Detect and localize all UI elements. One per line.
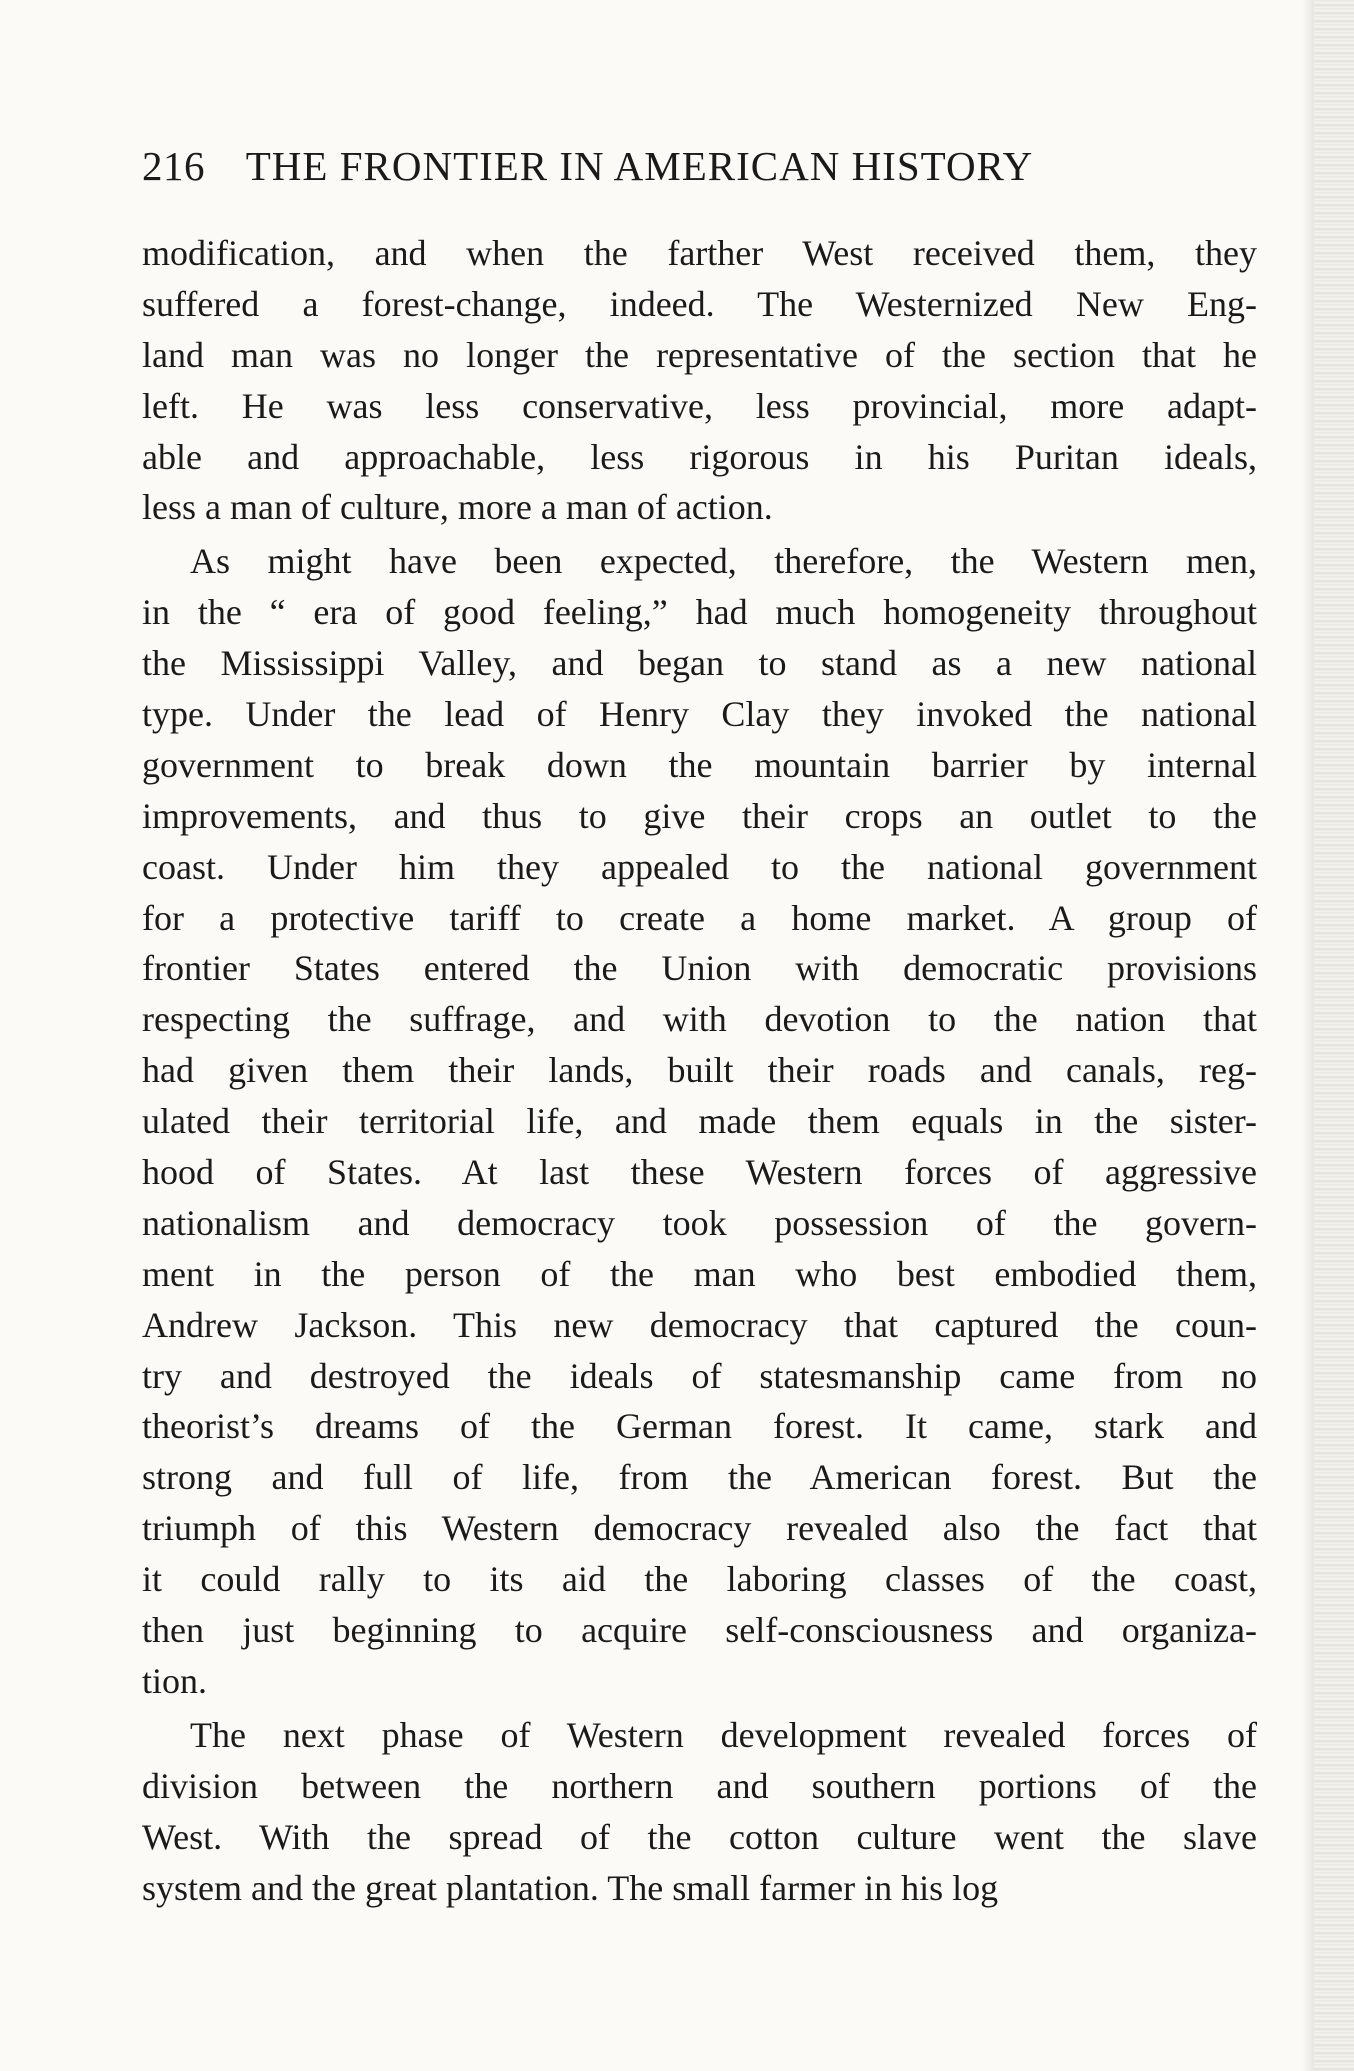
text-line: less a man of culture, more a man of action. [142, 487, 773, 528]
text-line: it could rally to its aid the laboring classes of the coast, [142, 1559, 1257, 1600]
text-line: The next phase of Western development revealed forces of [190, 1714, 1257, 1755]
running-head: THE FRONTIER IN AMERICAN HISTORY [245, 143, 1034, 189]
text-line: West. With the spread of the cotton culture went the slave [142, 1816, 1257, 1857]
page-number: 216 [142, 143, 205, 189]
paragraph [142, 1710, 1257, 1914]
text-line: government to break down the mountain barrier by internal [142, 744, 1257, 785]
text-line: theorist’s dreams of the German forest. It came, stark and [142, 1406, 1257, 1447]
text-line: then just beginning to acquire self-consciousness and organiza- [142, 1610, 1257, 1651]
scan-edge-shadow [1302, 0, 1314, 2071]
text-line: nationalism and democracy took possession of the govern- [142, 1202, 1257, 1243]
text-line: respecting the suffrage, and with devotion to the nation that [142, 999, 1257, 1040]
text-line: in the “ era of good feeling,” had much homogeneity throughout [142, 592, 1257, 633]
paragraph [142, 228, 1257, 533]
text-line: able and approachable, less rigorous in his Puritan ideals, [142, 436, 1257, 477]
text-line: triumph of this Western democracy revealed also the fact that [142, 1508, 1257, 1549]
text-line: strong and full of life, from the American forest. But the [142, 1457, 1257, 1498]
text-line: ment in the person of the man who best embodied them, [142, 1253, 1257, 1294]
text-line: improvements, and thus to give their crops an outlet to the [142, 795, 1257, 836]
text-line: the Mississippi Valley, and began to stand as a new national [142, 643, 1257, 684]
text-line: modification, and when the farther West received them, they [142, 233, 1257, 273]
text-line: suffered a forest-change, indeed. The Westernized New Eng- [142, 283, 1257, 324]
text-line: division between the northern and southern portions of the [142, 1765, 1257, 1806]
text-line: hood of States. At last these Western forces of aggressive [142, 1152, 1257, 1193]
text-line: try and destroyed the ideals of statesmanship came from no [142, 1355, 1257, 1396]
text-line: Andrew Jackson. This new democracy that captured the coun- [142, 1304, 1257, 1345]
text-line: tion. [142, 1660, 208, 1701]
text-line: As might have been expected, therefore, the Western men, [190, 541, 1257, 582]
text-line: had given them their lands, built their roads and canals, reg- [142, 1050, 1257, 1091]
text-line: left. He was less conservative, less provincial, more adapt- [142, 385, 1257, 426]
text-line: type. Under the lead of Henry Clay they invoked the national [142, 694, 1257, 735]
text-line: ulated their territorial life, and made them equals in the sister- [142, 1101, 1257, 1142]
text-line: frontier States entered the Union with democratic provisions [142, 948, 1257, 989]
text-line: for a protective tariff to create a home market. A group of [142, 897, 1257, 938]
body-text [142, 228, 1257, 1913]
text-line: land man was no longer the representative of the section that he [142, 334, 1257, 375]
text-line: coast. Under him they appealed to the national government [142, 846, 1257, 887]
text-line: system and the great plantation. The small farmer in his log [142, 1867, 999, 1908]
scan-edge-grain [1314, 0, 1354, 2071]
paragraph [142, 536, 1257, 1706]
page-header [142, 138, 1142, 194]
